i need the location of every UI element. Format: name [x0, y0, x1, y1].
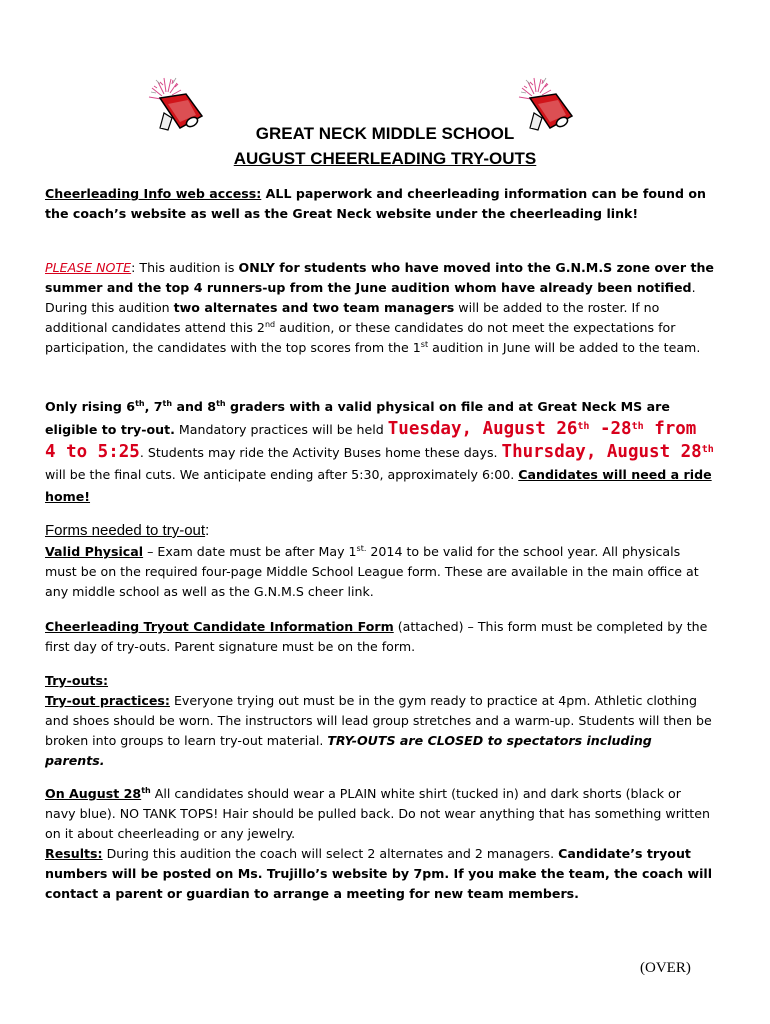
physical-text: – Exam date must be after May 1 — [143, 544, 357, 559]
eligibility-text: will be the final cuts. We anticipate ending after 5:30, approximately 6:00. — [45, 467, 519, 482]
note-text: audition in June will be added to the team. — [428, 340, 701, 355]
eligibility-bold: , 7 — [144, 399, 163, 414]
eligibility-bold: and 8 — [172, 399, 217, 414]
note-sup: nd — [264, 319, 276, 329]
eligibility-bold: graders with a valid physical on file and at Great Neck MS are eligible to try-out. — [45, 399, 670, 437]
sup: th — [216, 398, 226, 408]
august-label: On August 28 — [45, 786, 142, 801]
note-bold: two alternates and two team managers — [173, 300, 455, 315]
physical-text: 2014 to be valid for the school year. All physicals must be on the required four-page Middle School League form. These are available in the main office at any middle school as well as the G.N.M.S cheer link. — [45, 544, 699, 599]
results-label: Results: — [45, 846, 103, 861]
tryouts-section — [45, 671, 715, 771]
page-title: GREAT NECK MIDDLE SCHOOL — [255, 124, 515, 143]
sup: st. — [356, 543, 367, 553]
sup: th — [577, 420, 590, 432]
note-bold: ONLY for students who have moved into the G.N.M.S zone over the summer and the top 4 runners-up from the June audition whom have already been notified — [45, 260, 714, 295]
note-paragraph — [45, 258, 715, 358]
info-label: Cheerleading Info web access: — [45, 186, 262, 201]
forms-heading-colon: : — [205, 522, 210, 539]
forms-heading — [45, 521, 715, 541]
note-text: . During this audition — [45, 280, 696, 315]
practice-dates: -28 — [589, 419, 632, 439]
practices-label: Try-out practices: — [45, 693, 170, 708]
eligibility-text: . Students may ride the Activity Buses home these days. — [139, 445, 502, 460]
eligibility-paragraph — [45, 396, 715, 508]
sup: th — [162, 398, 173, 408]
results-text: During this audition the coach will select 2 alternates and 2 managers. — [102, 846, 559, 861]
note-sup: st — [420, 339, 429, 349]
sup: th — [141, 785, 151, 795]
candidate-form-label: Cheerleading Tryout Candidate Information Form — [45, 619, 394, 634]
physical-label: Valid Physical — [45, 544, 144, 559]
note-colon: : — [131, 260, 136, 275]
ride-home-note: Candidates will need a ride home! — [45, 467, 712, 504]
tryouts-heading: Try-outs: — [45, 673, 109, 688]
forms-heading-text: Forms needed to try-out — [45, 522, 206, 539]
closed-note: TRY-OUTS are CLOSED to spectators including parents. — [45, 733, 652, 768]
physical-paragraph — [45, 542, 715, 602]
sup: th — [631, 420, 644, 432]
note-text: audition, or these candidates do not meet the expectations for participation, the candidates with the top scores from the 1 — [45, 320, 676, 355]
august-paragraph — [45, 784, 715, 844]
final-cuts-date: Thursday, August 28 — [501, 442, 702, 462]
eligibility-bold: Only rising 6 — [45, 399, 136, 414]
practices-paragraph — [45, 691, 715, 771]
sup: th — [701, 443, 714, 455]
sup: th — [135, 398, 145, 408]
note-text: This audition is — [135, 260, 239, 275]
results-bold: Candidate’s tryout numbers will be posted on Ms. Trujillo’s website by 7pm. If you make the team, the coach will contact a parent or guardian to arrange a meeting for new team members. — [45, 846, 713, 901]
august-text: All candidates should wear a PLAIN white shirt (tucked in) and dark shorts (black or navy blue). NO TANK TOPS! Hair should be pulled back. Do not wear anything that has something written on it about cheerleading or any jewelry. — [45, 786, 710, 841]
note-text: will be added to the roster. If no additional candidates attend this 2 — [45, 300, 660, 335]
candidate-form-paragraph — [45, 617, 715, 657]
eligibility-text: Mandatory practices will be held — [174, 422, 388, 437]
practice-time: from 4 to 5:25 — [45, 419, 697, 462]
page-subtitle: AUGUST CHEERLEADING TRY-OUTS — [233, 149, 537, 168]
candidate-form-text: (attached) – This form must be completed by the first day of try-outs. Parent signature must be on the form. — [45, 619, 708, 654]
practice-dates: Tuesday, August 26 — [387, 419, 578, 439]
info-paragraph — [45, 184, 715, 224]
note-label: PLEASE NOTE — [45, 260, 132, 275]
results-paragraph — [45, 844, 715, 904]
over-note: (OVER) — [640, 960, 691, 976]
practices-text: Everyone trying out must be in the gym ready to practice at 4pm. Athletic clothing and shoes should be worn. The instructors will lead group stretches and a warm-up. Students will then be broken into groups to learn try-out material. — [45, 693, 712, 748]
info-text: ALL paperwork and cheerleading information can be found on the coach’s website as well as the Great Neck website under the cheerleading link! — [45, 186, 706, 221]
